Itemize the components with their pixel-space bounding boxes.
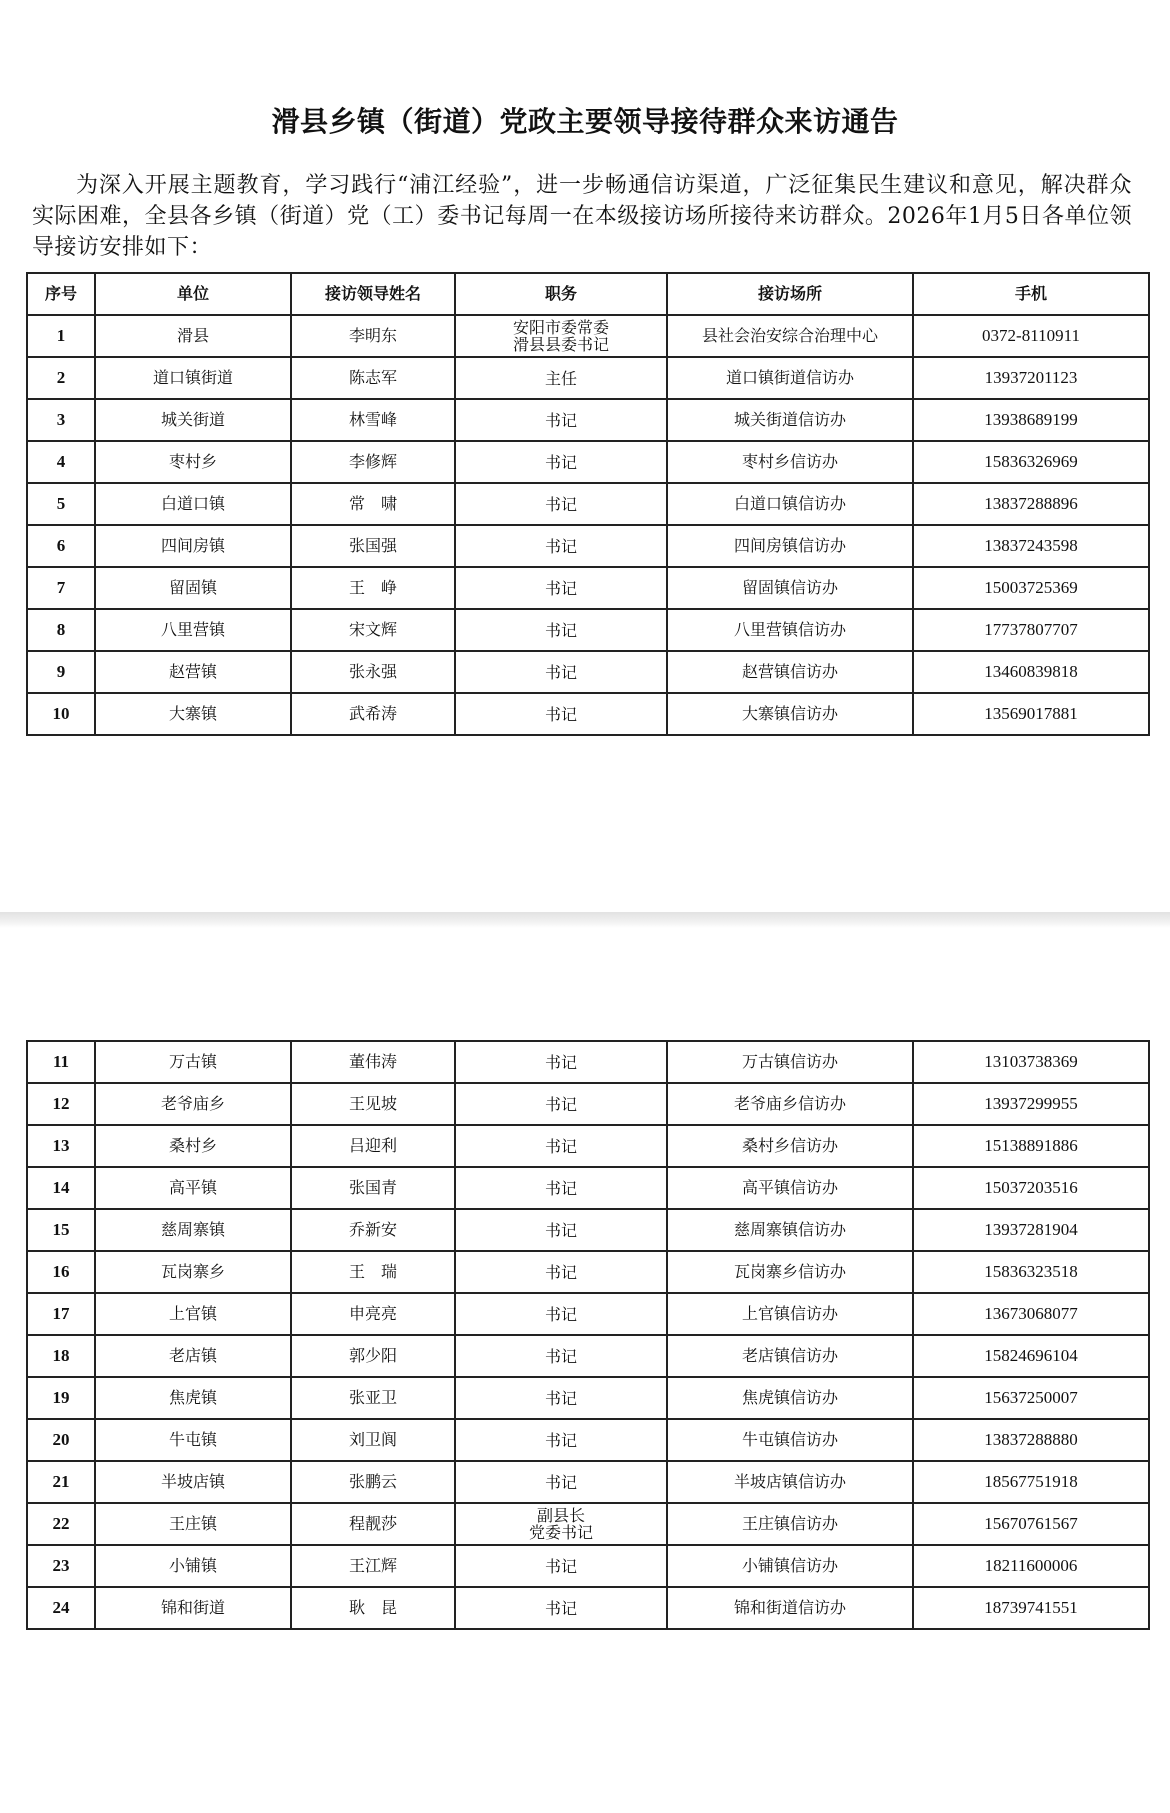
row-position <box>455 399 667 441</box>
header-unit: 单位 <box>95 273 291 315</box>
row-leader-name: 申亮亮 <box>291 1293 455 1335</box>
row-position <box>455 693 667 735</box>
row-leader-name: 常 啸 <box>291 483 455 525</box>
row-leader-name: 宋文辉 <box>291 609 455 651</box>
row-place: 老店镇信访办 <box>667 1335 913 1377</box>
row-leader-name: 李修辉 <box>291 441 455 483</box>
row-leader-name: 郭少阳 <box>291 1335 455 1377</box>
table-row <box>27 651 1149 693</box>
table-row <box>27 609 1149 651</box>
row-number: 4 <box>27 441 95 483</box>
position-line: 书记 <box>544 1556 577 1576</box>
row-place: 道口镇街道信访办 <box>667 357 913 399</box>
table-row <box>27 315 1149 357</box>
row-leader-name: 乔新安 <box>291 1209 455 1251</box>
table-row <box>27 357 1149 399</box>
position-line: 书记 <box>544 620 577 640</box>
row-place: 留固镇信访办 <box>667 567 913 609</box>
position-line: 书记 <box>544 1346 577 1366</box>
row-place: 桑村乡信访办 <box>667 1125 913 1167</box>
row-leader-name: 吕迎利 <box>291 1125 455 1167</box>
position-line: 书记 <box>544 1052 577 1072</box>
table-row <box>27 483 1149 525</box>
row-number: 13 <box>27 1125 95 1167</box>
row-unit: 八里营镇 <box>95 609 291 651</box>
table-row <box>27 693 1149 735</box>
row-unit: 滑县 <box>95 315 291 357</box>
row-number: 6 <box>27 525 95 567</box>
row-phone: 13937299955 <box>913 1083 1149 1125</box>
position-line: 书记 <box>544 452 577 472</box>
position-line: 书记 <box>544 578 577 598</box>
row-position <box>455 441 667 483</box>
row-phone: 13837288896 <box>913 483 1149 525</box>
row-number: 5 <box>27 483 95 525</box>
row-unit: 枣村乡 <box>95 441 291 483</box>
row-leader-name: 张国强 <box>291 525 455 567</box>
table-header-row <box>27 273 1149 315</box>
position-line: 书记 <box>544 1136 577 1156</box>
row-number: 15 <box>27 1209 95 1251</box>
row-unit: 白道口镇 <box>95 483 291 525</box>
row-number: 23 <box>27 1545 95 1587</box>
row-unit: 四间房镇 <box>95 525 291 567</box>
row-position <box>455 609 667 651</box>
table-row <box>27 1377 1149 1419</box>
position-line: 书记 <box>544 704 577 724</box>
position-line: 书记 <box>544 1598 577 1618</box>
row-place: 焦虎镇信访办 <box>667 1377 913 1419</box>
row-number: 10 <box>27 693 95 735</box>
row-number: 1 <box>27 315 95 357</box>
position-line: 书记 <box>544 410 577 430</box>
row-unit: 大寨镇 <box>95 693 291 735</box>
row-place: 瓦岗寨乡信访办 <box>667 1251 913 1293</box>
row-place: 四间房镇信访办 <box>667 525 913 567</box>
row-number: 17 <box>27 1293 95 1335</box>
row-place: 小铺镇信访办 <box>667 1545 913 1587</box>
header-phone: 手机 <box>913 273 1149 315</box>
row-position <box>455 525 667 567</box>
row-place: 高平镇信访办 <box>667 1167 913 1209</box>
row-leader-name: 刘卫阆 <box>291 1419 455 1461</box>
position-line: 书记 <box>544 494 577 514</box>
row-position <box>455 1083 667 1125</box>
intro-text: 为深入开展主题教育，学习践行“浦江经验”，进一步畅通信访渠道，广泛征集民生建议和意见，解决群众实际困难，全县各乡镇（街道）党（工）委书记每周一在本级接访场所接待来访群众。2026年1月5日各单位领导接访安排如下： <box>32 173 1132 260</box>
row-unit: 留固镇 <box>95 567 291 609</box>
row-place: 王庄镇信访办 <box>667 1503 913 1545</box>
row-number: 3 <box>27 399 95 441</box>
row-number: 8 <box>27 609 95 651</box>
intro-paragraph <box>32 170 1132 263</box>
row-position <box>455 1587 667 1629</box>
row-leader-name: 林雪峰 <box>291 399 455 441</box>
row-position <box>455 357 667 399</box>
row-position <box>455 1335 667 1377</box>
table-row <box>27 1209 1149 1251</box>
row-phone: 18567751918 <box>913 1461 1149 1503</box>
header-place: 接访场所 <box>667 273 913 315</box>
row-number: 2 <box>27 357 95 399</box>
row-position <box>455 1209 667 1251</box>
position-line: 党委书记 <box>528 1523 593 1542</box>
table-row <box>27 1125 1149 1167</box>
position-line: 滑县县委书记 <box>512 335 609 354</box>
table-row <box>27 1167 1149 1209</box>
row-phone: 15836326969 <box>913 441 1149 483</box>
row-number: 16 <box>27 1251 95 1293</box>
table-row <box>27 399 1149 441</box>
row-unit: 万古镇 <box>95 1041 291 1083</box>
row-place: 锦和街道信访办 <box>667 1587 913 1629</box>
row-position <box>455 483 667 525</box>
position-line: 安阳市委常委 <box>512 318 609 337</box>
row-unit: 道口镇街道 <box>95 357 291 399</box>
row-leader-name: 王 峥 <box>291 567 455 609</box>
row-place: 万古镇信访办 <box>667 1041 913 1083</box>
row-unit: 城关街道 <box>95 399 291 441</box>
row-position <box>455 1293 667 1335</box>
row-phone: 17737807707 <box>913 609 1149 651</box>
header-leader-name: 接访领导姓名 <box>291 273 455 315</box>
table-body-page-2 <box>27 1041 1149 1629</box>
row-position <box>455 1419 667 1461</box>
table-row <box>27 1503 1149 1545</box>
header-position: 职务 <box>455 273 667 315</box>
row-phone: 15037203516 <box>913 1167 1149 1209</box>
row-phone: 15138891886 <box>913 1125 1149 1167</box>
position-line: 书记 <box>544 1388 577 1408</box>
position-line: 书记 <box>544 1262 577 1282</box>
position-line: 书记 <box>544 1178 577 1198</box>
row-unit: 瓦岗寨乡 <box>95 1251 291 1293</box>
row-number: 12 <box>27 1083 95 1125</box>
row-leader-name: 王 瑞 <box>291 1251 455 1293</box>
row-position <box>455 1503 667 1545</box>
row-leader-name: 张亚卫 <box>291 1377 455 1419</box>
table-row <box>27 1461 1149 1503</box>
table-row <box>27 441 1149 483</box>
row-phone: 13673068077 <box>913 1293 1149 1335</box>
table-row <box>27 525 1149 567</box>
row-leader-name: 武希涛 <box>291 693 455 735</box>
row-phone: 15836323518 <box>913 1251 1149 1293</box>
row-position <box>455 651 667 693</box>
row-unit: 牛屯镇 <box>95 1419 291 1461</box>
position-line: 书记 <box>544 1304 577 1324</box>
row-leader-name: 陈志军 <box>291 357 455 399</box>
header-no: 序号 <box>27 273 95 315</box>
position-line: 副县长 <box>536 1506 585 1525</box>
row-phone: 13837288880 <box>913 1419 1149 1461</box>
table-row <box>27 1293 1149 1335</box>
position-line: 书记 <box>544 1430 577 1450</box>
table-row <box>27 1335 1149 1377</box>
table-row <box>27 1419 1149 1461</box>
row-unit: 小铺镇 <box>95 1545 291 1587</box>
row-position <box>455 1167 667 1209</box>
row-place: 慈周寨镇信访办 <box>667 1209 913 1251</box>
page-separator <box>0 912 1170 928</box>
row-unit: 老爷庙乡 <box>95 1083 291 1125</box>
row-unit: 慈周寨镇 <box>95 1209 291 1251</box>
row-phone: 13937281904 <box>913 1209 1149 1251</box>
row-phone: 18211600006 <box>913 1545 1149 1587</box>
position-line: 书记 <box>544 1220 577 1240</box>
row-phone: 13837243598 <box>913 525 1149 567</box>
row-number: 24 <box>27 1587 95 1629</box>
position-line: 书记 <box>544 1094 577 1114</box>
row-leader-name: 耿 昆 <box>291 1587 455 1629</box>
row-phone: 15824696104 <box>913 1335 1149 1377</box>
table-row <box>27 1041 1149 1083</box>
row-phone: 0372-8110911 <box>913 315 1149 357</box>
row-phone: 13103738369 <box>913 1041 1149 1083</box>
row-leader-name: 程靓莎 <box>291 1503 455 1545</box>
row-position <box>455 1251 667 1293</box>
row-phone: 13938689199 <box>913 399 1149 441</box>
row-number: 14 <box>27 1167 95 1209</box>
row-position <box>455 567 667 609</box>
table-row <box>27 1587 1149 1629</box>
row-unit: 半坡店镇 <box>95 1461 291 1503</box>
row-place: 白道口镇信访办 <box>667 483 913 525</box>
row-place: 县社会治安综合治理中心 <box>667 315 913 357</box>
row-leader-name: 张永强 <box>291 651 455 693</box>
row-leader-name: 董伟涛 <box>291 1041 455 1083</box>
row-phone: 13569017881 <box>913 693 1149 735</box>
position-line: 书记 <box>544 1472 577 1492</box>
table-row <box>27 1083 1149 1125</box>
row-number: 21 <box>27 1461 95 1503</box>
position-line: 书记 <box>544 662 577 682</box>
row-phone: 18739741551 <box>913 1587 1149 1629</box>
row-place: 枣村乡信访办 <box>667 441 913 483</box>
row-place: 半坡店镇信访办 <box>667 1461 913 1503</box>
row-leader-name: 张鹏云 <box>291 1461 455 1503</box>
table-row <box>27 1545 1149 1587</box>
row-number: 9 <box>27 651 95 693</box>
row-phone: 15670761567 <box>913 1503 1149 1545</box>
row-unit: 赵营镇 <box>95 651 291 693</box>
row-position <box>455 1461 667 1503</box>
row-unit: 锦和街道 <box>95 1587 291 1629</box>
row-leader-name: 王江辉 <box>291 1545 455 1587</box>
row-position <box>455 1041 667 1083</box>
table-row <box>27 567 1149 609</box>
row-phone: 15637250007 <box>913 1377 1149 1419</box>
row-phone: 15003725369 <box>913 567 1149 609</box>
row-number: 19 <box>27 1377 95 1419</box>
row-place: 牛屯镇信访办 <box>667 1419 913 1461</box>
row-number: 20 <box>27 1419 95 1461</box>
table-row <box>27 1251 1149 1293</box>
row-unit: 桑村乡 <box>95 1125 291 1167</box>
row-position <box>455 1377 667 1419</box>
reception-schedule-table-page-2 <box>26 1040 1150 1630</box>
document-title: 滑县乡镇（街道）党政主要领导接待群众来访通告 <box>271 105 899 138</box>
reception-schedule-table-page-1 <box>26 272 1150 736</box>
row-leader-name: 王见坡 <box>291 1083 455 1125</box>
row-unit: 焦虎镇 <box>95 1377 291 1419</box>
row-place: 八里营镇信访办 <box>667 609 913 651</box>
row-leader-name: 张国青 <box>291 1167 455 1209</box>
row-number: 18 <box>27 1335 95 1377</box>
table-body-page-1 <box>27 315 1149 735</box>
row-unit: 上官镇 <box>95 1293 291 1335</box>
position-line: 书记 <box>544 536 577 556</box>
row-place: 老爷庙乡信访办 <box>667 1083 913 1125</box>
row-position <box>455 315 667 357</box>
row-place: 大寨镇信访办 <box>667 693 913 735</box>
row-unit: 王庄镇 <box>95 1503 291 1545</box>
row-phone: 13460839818 <box>913 651 1149 693</box>
row-position <box>455 1125 667 1167</box>
row-number: 7 <box>27 567 95 609</box>
row-phone: 13937201123 <box>913 357 1149 399</box>
row-number: 22 <box>27 1503 95 1545</box>
row-place: 上官镇信访办 <box>667 1293 913 1335</box>
row-unit: 老店镇 <box>95 1335 291 1377</box>
row-leader-name: 李明东 <box>291 315 455 357</box>
row-position <box>455 1545 667 1587</box>
position-line: 主任 <box>544 368 577 388</box>
row-unit: 高平镇 <box>95 1167 291 1209</box>
row-number: 11 <box>27 1041 95 1083</box>
row-place: 赵营镇信访办 <box>667 651 913 693</box>
row-place: 城关街道信访办 <box>667 399 913 441</box>
